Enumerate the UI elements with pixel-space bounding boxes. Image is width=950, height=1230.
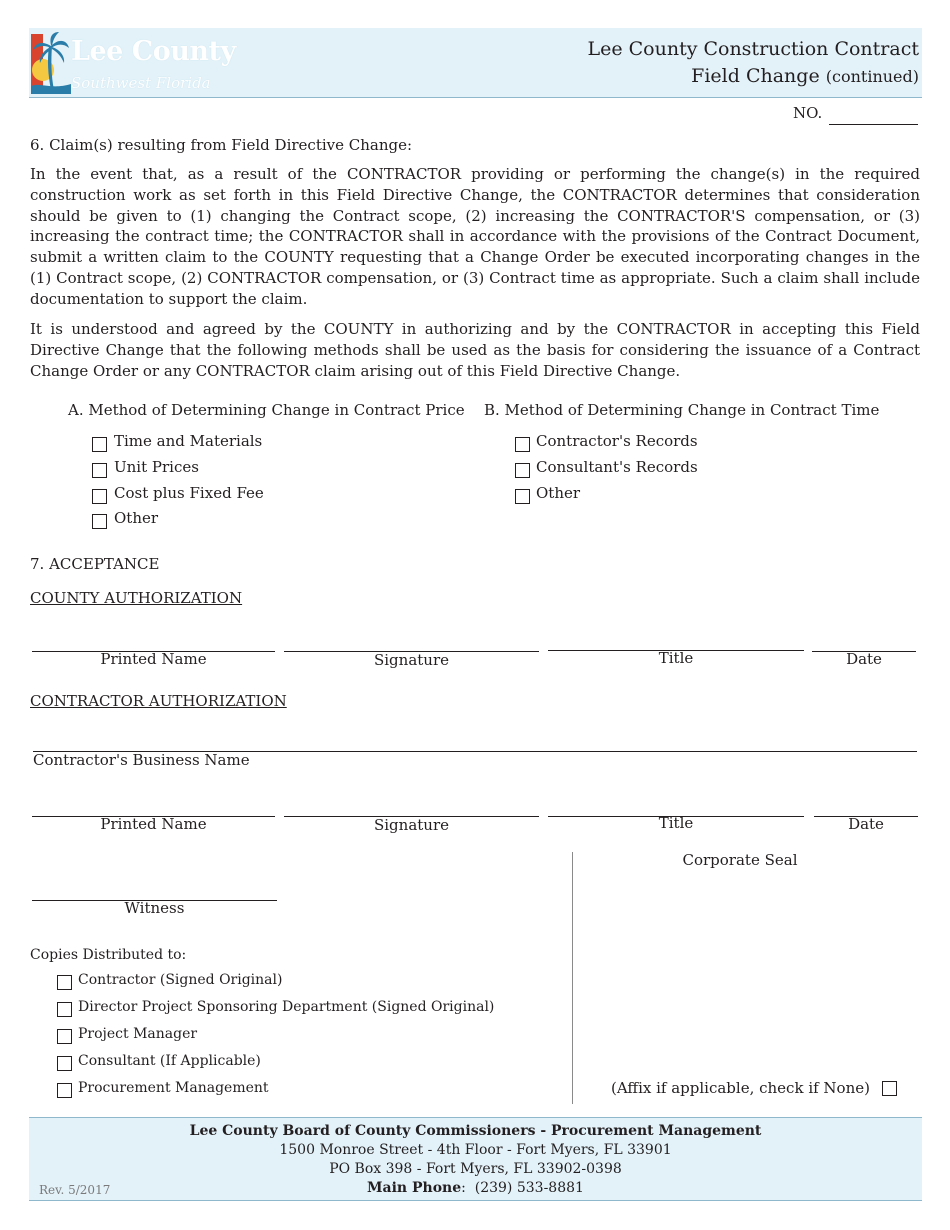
page-header [29,28,922,98]
copy-label: Consultant (If Applicable) [78,1053,261,1069]
lee-county-logo [31,30,236,94]
number-label: NO. [793,104,823,122]
copy-label: Contractor (Signed Original) [78,972,283,988]
county-authorization-heading: COUNTY AUTHORIZATION [30,589,243,607]
method-a-heading: A. Method of Determining Change in Contract Price [68,401,465,419]
checkbox-seal-none[interactable] [882,1081,897,1096]
contractor-signature-label: Signature [373,816,449,834]
contractor-printed-name-label: Printed Name [100,815,207,833]
contractor-title-label: Title [658,814,694,832]
checkbox-unit-prices[interactable] [92,463,107,478]
checkbox-time-and-materials[interactable] [92,437,107,452]
form-subtitle-main: Field Change [691,65,820,87]
option-label: Consultant's Records [536,458,698,476]
checkbox-copy-contractor[interactable] [57,975,72,990]
revision-label: Rev. 5/2017 [39,1183,111,1197]
footer-street-address: 1500 Monroe Street - 4th Floor - Fort Myers, FL 33901 [279,1142,672,1158]
footer-organization: Lee County Board of County Commissioners - Procurement Management [189,1123,762,1139]
footer-phone: Main Phone: (239) 533-8881 [367,1180,584,1196]
contractor-date-label: Date [848,815,884,833]
seal-divider [572,852,573,1104]
method-b-heading: B. Method of Determining Change in Contract Time [484,401,880,419]
option-label: Other [536,484,581,502]
copy-label: Procurement Management [78,1080,269,1096]
option-label: Unit Prices [114,458,199,476]
section-6-heading: 6. Claim(s) resulting from Field Directive Change: [30,136,413,154]
logo-title: Lee County [71,36,236,67]
copies-heading: Copies Distributed to: [30,947,187,963]
county-title-label: Title [658,649,694,667]
copy-label: Director Project Sponsoring Department (Signed Original) [78,999,495,1015]
option-label: Time and Materials [114,432,263,450]
section-7-heading: 7. ACCEPTANCE [30,555,160,573]
county-date-label: Date [846,650,882,668]
copy-label: Project Manager [78,1026,198,1042]
business-name-label: Contractor's Business Name [33,751,250,769]
section-6-paragraph-1: In the event that, as a result of the CONTRACTOR providing or performing the change(s) in the required construction work as set forth in this Field Directive Change, the CONTRACTOR determines that consideration should be given to (1) changing the Contract scope, (2) increasing the CONTRACTOR'S compensation, or (3) increasing the contract time; the CONTRACTOR shall in accordance with the provisions of the Contract Document, submit a written claim to the COUNTY requesting that a Change Order be executed incorporating changes in the (1) Contract scope, (2) CONTRACTOR compensation, or (3) Contract time as appropriate. Such a claim shall include documentation to support the claim. [30,165,920,308]
option-label: Cost plus Fixed Fee [114,484,264,502]
checkbox-copy-project-manager[interactable] [57,1029,72,1044]
checkbox-copy-procurement[interactable] [57,1083,72,1098]
option-label: Other [114,509,159,527]
footer-po-box: PO Box 398 - Fort Myers, FL 33902-0398 [329,1161,622,1177]
checkbox-copy-consultant[interactable] [57,1056,72,1071]
corporate-seal-label: Corporate Seal [682,851,798,869]
page-footer [29,1117,922,1201]
form-title: Lee County Construction Contract [587,38,919,60]
form-subtitle [691,65,919,87]
county-signature-label: Signature [373,651,449,669]
form-subtitle-suffix: (continued) [825,67,919,86]
contractor-authorization-heading: CONTRACTOR AUTHORIZATION [30,692,287,710]
palm-tree-icon [31,30,71,94]
checkbox-consultants-records[interactable] [515,463,530,478]
witness-label: Witness [124,899,185,917]
checkbox-cost-plus-fixed-fee[interactable] [92,489,107,504]
checkbox-price-other[interactable] [92,514,107,529]
checkbox-copy-director[interactable] [57,1002,72,1017]
checkbox-contractors-records[interactable] [515,437,530,452]
option-label: Contractor's Records [536,432,698,450]
footer-phone-label: Main Phone [367,1180,462,1196]
section-6-paragraph-2: It is understood and agreed by the COUNTY in authorizing and by the CONTRACTOR in accepting this Field Directive Change that the following methods shall be used as the basis for considering the issuance of a Contract Change Order or any CONTRACTOR claim arising out of this Field Directive Change. [30,320,920,380]
footer-phone-value: (239) 533-8881 [474,1180,584,1196]
logo-subtitle: Southwest Florida [71,74,211,92]
number-field[interactable] [829,124,918,125]
county-printed-name-label: Printed Name [100,650,207,668]
affix-label: (Affix if applicable, check if None) [611,1079,870,1097]
checkbox-time-other[interactable] [515,489,530,504]
